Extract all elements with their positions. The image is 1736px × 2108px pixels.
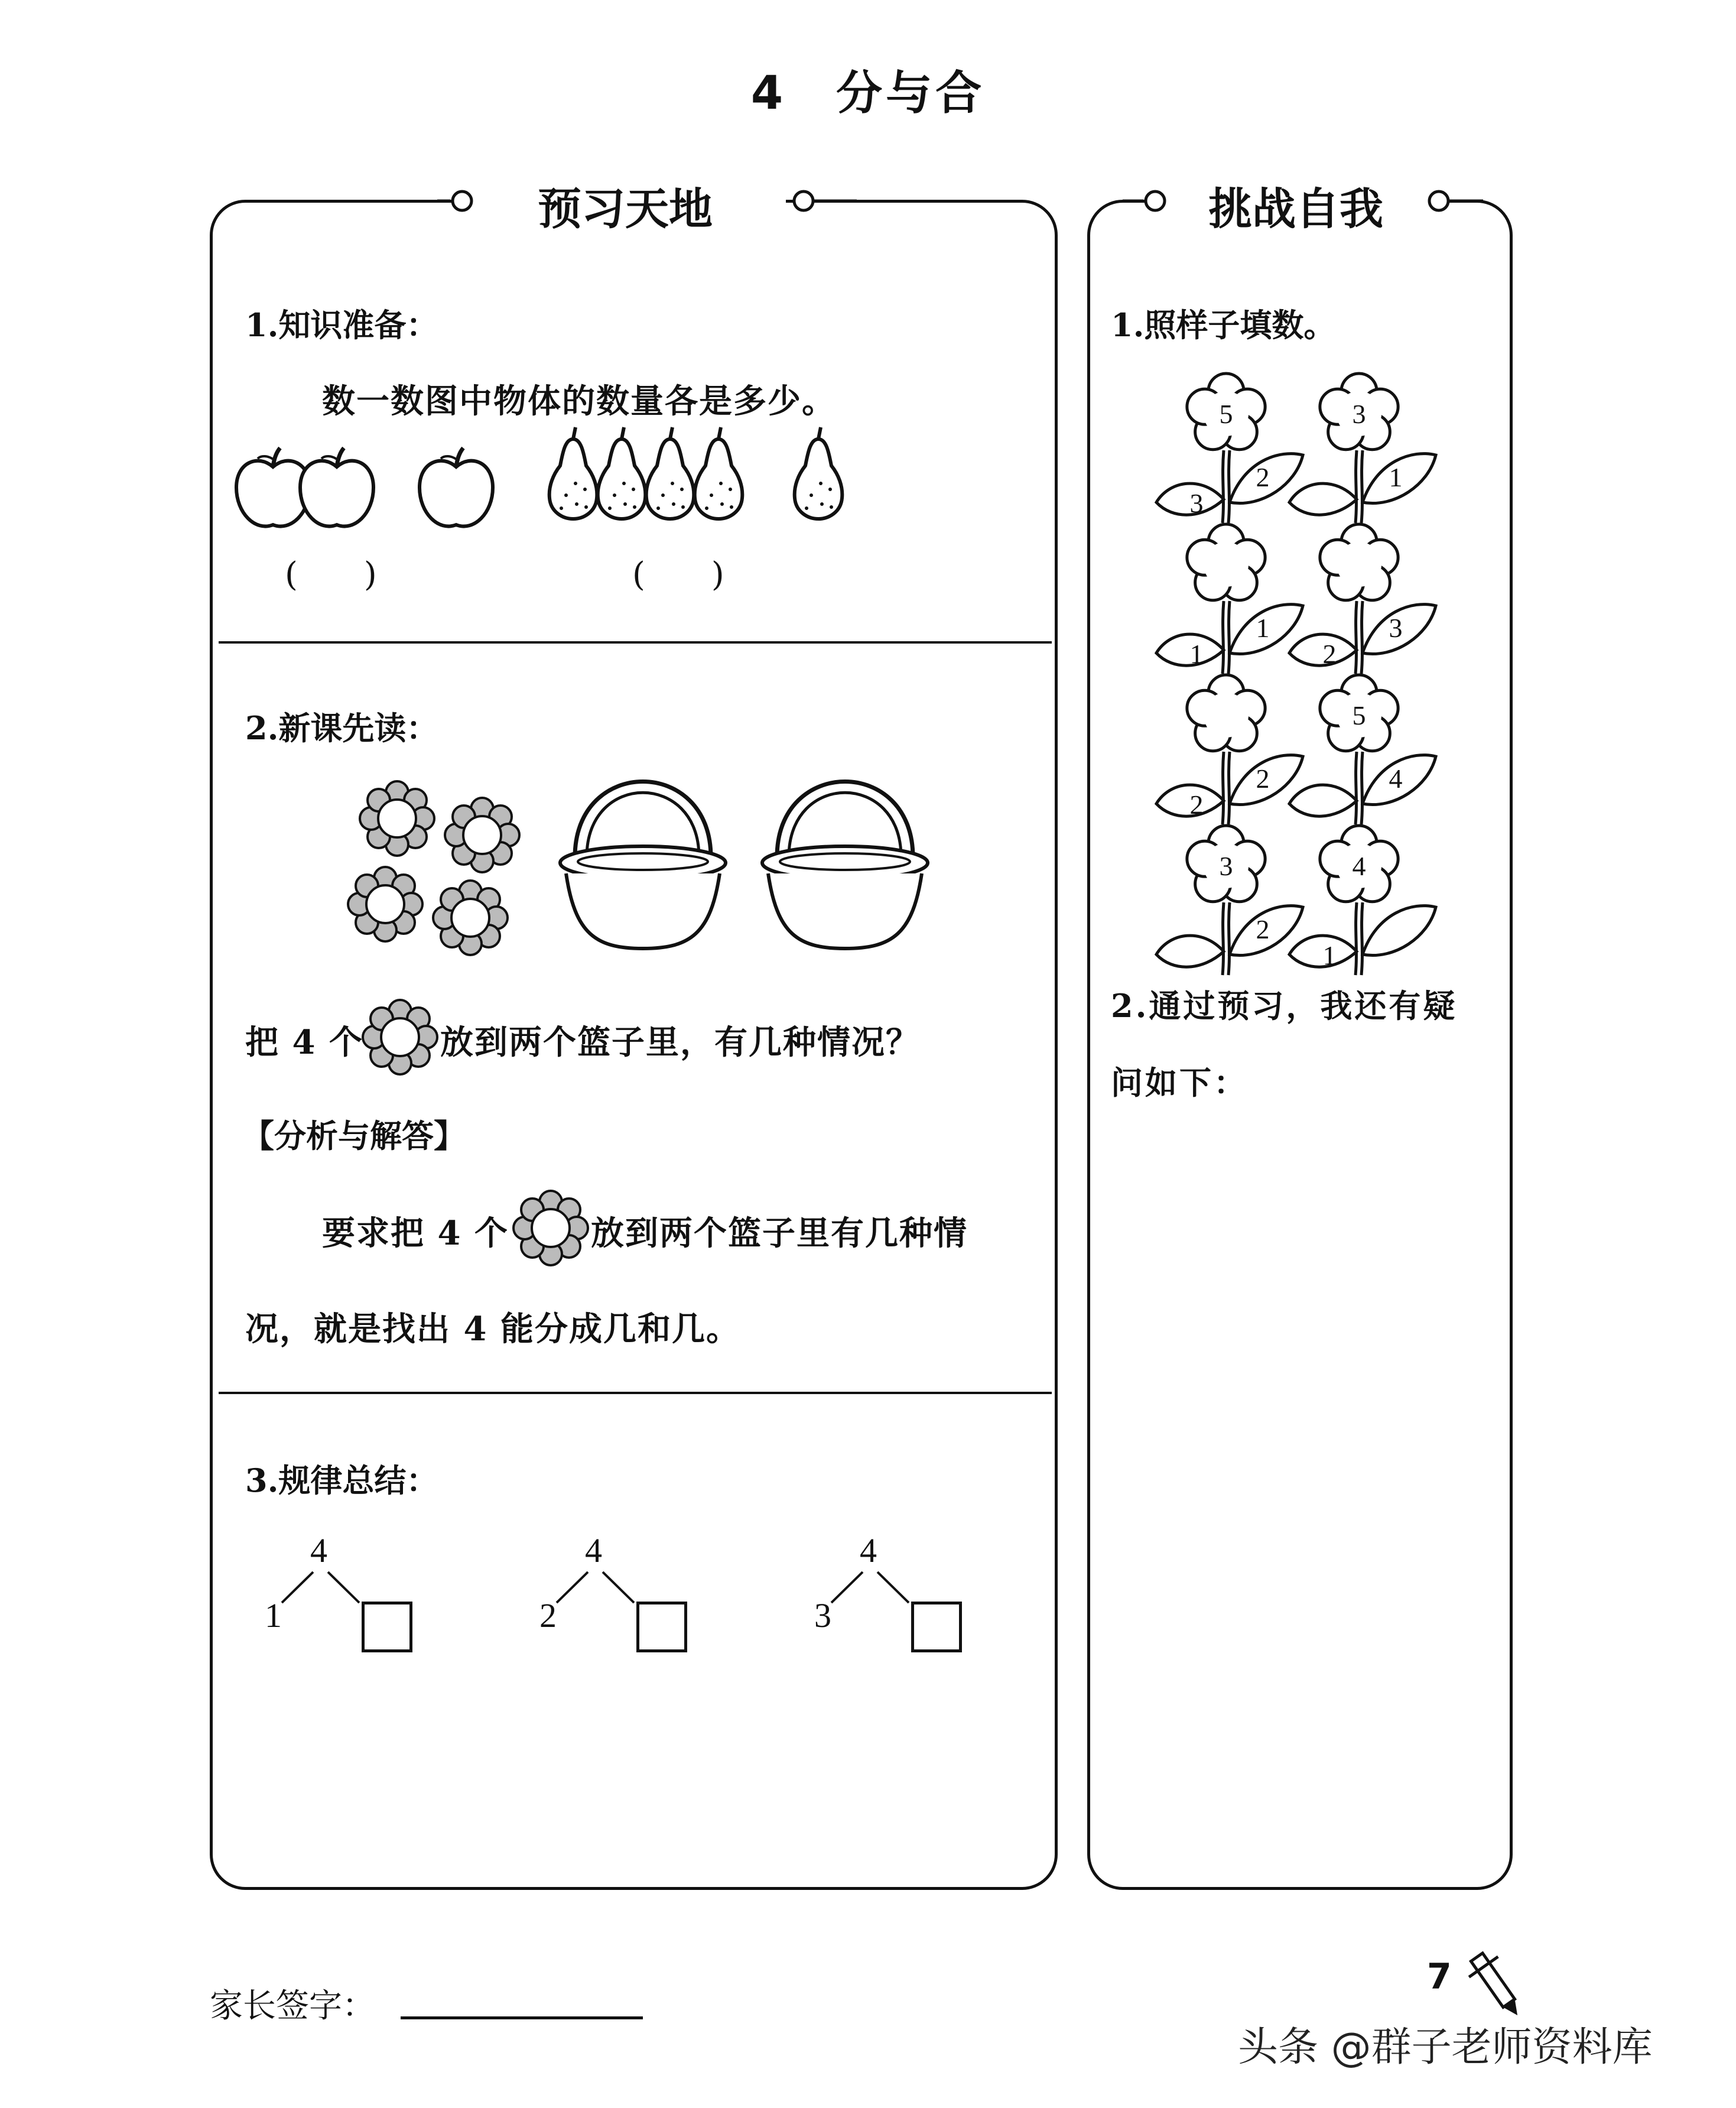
analysis-line-1-pre: 要求把 4 个 [322,1214,509,1253]
tree-2-left: 2 [539,1596,557,1635]
analysis-line-1-post: 放到两个篮子里有几种情 [591,1214,968,1253]
watermark: 头条 @群子老师资料库 [1238,2024,1653,2071]
right-section-1-label: 1.照样子填数。 [1111,306,1336,344]
right-leaf-number: 3 [1389,613,1403,643]
tree-2-top: 4 [585,1531,602,1570]
tree-1-top: 4 [310,1531,327,1570]
answer-paren-pears[interactable]: ( ) [632,556,724,594]
left-leaf-number: 2 [1322,639,1337,669]
analysis-label: 【分析与解答】 [242,1117,466,1155]
left-leaf-number: 1 [1322,940,1337,970]
section-1-label: 1.知识准备： [245,306,438,344]
tree-3-left: 3 [814,1596,831,1635]
page-title: 4 分与合 [750,67,986,120]
parent-sign-label: 家长签字： [210,1987,375,2025]
section-1-prompt: 数一数图中物体的数量各是多少。 [322,382,836,421]
right-leaf-number: 2 [1256,764,1270,794]
right-section-2-label-line-1: 2.通过预习，我还有疑 [1111,987,1458,1025]
right-leaf-number: 1 [1256,613,1270,643]
left-leaf-number: 2 [1189,790,1204,820]
section-3-label: 3.规律总结： [245,1461,438,1499]
flower-number: 3 [1352,399,1366,429]
tree-1-left: 1 [265,1596,282,1635]
right-leaf-number: 2 [1256,914,1270,944]
question-text-post: 放到两个篮子里，有几种情况？ [440,1023,920,1062]
question-text-pre: 把 4 个 [245,1023,363,1062]
page-number: 7 [1427,1956,1452,1997]
analysis-line-2: 况，就是找出 4 能分成几和几。 [245,1310,740,1349]
right-leaf-number: 1 [1389,462,1403,492]
right-section-2-label-line-2: 问如下： [1111,1064,1248,1102]
flower-number: 3 [1219,851,1233,881]
flower-number: 5 [1352,700,1366,730]
right-leaf-number: 4 [1389,764,1403,794]
right-leaf-number: 2 [1256,462,1270,492]
tree-3-top: 4 [860,1531,877,1570]
section-2-label: 2.新课先读： [245,709,438,747]
answer-paren-apples[interactable]: ( ) [285,556,377,594]
flower-number: 5 [1219,399,1233,429]
left-leaf-number: 1 [1189,639,1204,669]
left-leaf-number: 3 [1189,488,1204,518]
right-panel-title: 挑战自我 [1208,184,1383,235]
left-panel-title: 预习天地 [538,184,713,235]
flower-number: 4 [1352,851,1366,881]
